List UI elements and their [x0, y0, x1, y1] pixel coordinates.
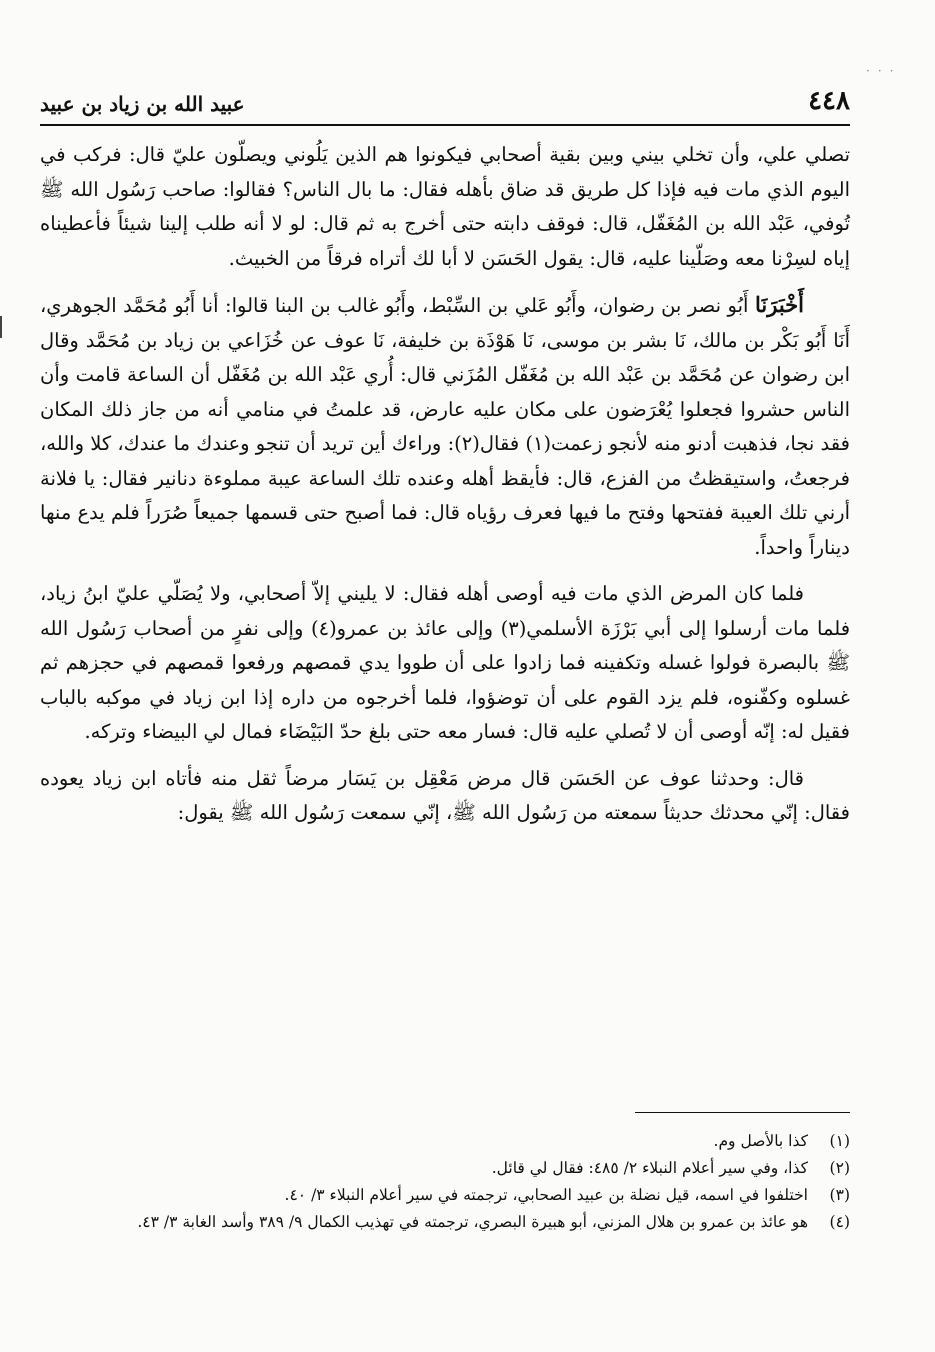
paragraph-text: أَبُو نصر بن رضوان، وأَبُو عَلي بن السِّبْط، وأَبُو غالب بن البنا قالوا: أنا أَبُو مُحَمَّد الجوهري، أَنَا أَبُو بَكْر بن مالك، نَا بشر بن موسى، نَا هَوْذَة بن خليفة، نَا عوف عن خُزَاعي بن زياد بن مُحَمَّد وقال ابن رضوان عن مُحَمَّد بن عَبْد الله بن مُغَفّل المُزَني قال: أُري عَبْد الله بن مُغَفّل أن الساعة قامت وأن الناس حشروا فجعلوا يُعْرَضون على مكان عليه عارض، قد علمتُ في منامي أنه من جاز ذلك المكان فقد نجا، فذهبت أدنو منه لأنجو زعمت(١) فقال(٢): وراءك أين تريد أن تنجو وعندك ما عندك، كلا والله، فرجعتُ، واستيقظتُ من الفزع، قال: فأيقظ أهله وعنده تلك الساعة عيبة مملوءة دنانير فقال: يا فلانة أرني تلك العيبة ففتحها وفتح ما فيها فعرف رؤياه قال: فما أصبح حتى قسمها جميعاً صُرَراً فلم يدع منها ديناراً واحداً.: [40, 294, 850, 559]
footnote-2: [40, 1155, 850, 1182]
scan-corner-dots: ···: [866, 64, 902, 78]
footnote-4: [40, 1209, 850, 1236]
paragraph-4: [40, 762, 850, 831]
paragraph-2: [40, 288, 850, 565]
header-divider: [40, 124, 850, 126]
scan-margin-mark: [0, 316, 2, 338]
book-page: [40, 60, 850, 1310]
page-number: ٤٤٨: [808, 86, 850, 116]
running-head: [40, 74, 850, 114]
footnotes: [40, 1128, 850, 1236]
paragraph-text: تصلي علي، وأن تخلي بيني وبين بقية أصحابي فيكونوا هم الذين يَلُوني ويصلّون عليّ قال: فركب في اليوم الذي مات فيه فإذا كل طريق قد ضاق بأهله فقال: ما بال الناس؟ فقالوا: صاحب رَسُول الله ﷺ تُوفي، عَبْد الله بن المُغَفّل، قال: فوقف دابته حتى أخرج به ثم قال: لو لا أنه طلب إلينا شيئاً فأعطيناه إياه لسِرْنا معه وصَلّينا عليه، قال: يقول الحَسَن لا أبا لك أتراه فرقاً من الخبيث.: [40, 143, 850, 270]
footnote-number: (٣): [829, 1186, 850, 1204]
paragraph-text: فلما كان المرض الذي مات فيه أوصى أهله فقال: لا يليني إلاّ أصحابي، ولا يُصَلّي عليّ ابنُ زياد، فلما مات أرسلوا إلى أبي بَرْزَة الأسلمي(٣) وإلى عائذ بن عمرو(٤) وإلى نفرٍ من أصحاب رَسُول الله ﷺ بالبصرة فولوا غسله وتكفينه فما زادوا على أن طووا يدي قمصهم ورفعوا قمصهم في حجزهم ثم غسلوه وكفّنوه، فلم يزد القوم على أن توضؤوا، فلما أخرجوه من داره إذا ابن زياد في موكبه بالباب فقيل له: إنّه أوصى أن لا تُصلي عليه قال: فسار معه حتى بلغ حدّ البَيْضَاء فمال لي البيضاء وتركه.: [40, 582, 851, 743]
footnote-divider: [635, 1112, 850, 1113]
footnote-number: (١): [829, 1132, 850, 1150]
footnote-number: (٢): [829, 1159, 850, 1177]
footnote-3: [40, 1182, 850, 1209]
footnote-text: كذا بالأصل وم.: [713, 1132, 808, 1150]
paragraph-3: [40, 577, 850, 750]
footnote-number: (٤): [829, 1213, 850, 1231]
paragraph-lead-word: أَخْبَرَنَا: [755, 292, 804, 317]
footnote-text: هو عائذ بن عمرو بن هلال المزني، أبو هبيرة البصري، ترجمته في تهذيب الكمال ٩/ ٣٨٩ وأسد الغابة ٣/ ٤٣.: [137, 1213, 808, 1231]
paragraph-1: [40, 138, 850, 276]
running-title: عبيد الله بن زياد بن عبيد: [40, 92, 245, 116]
footnote-text: اختلفوا في اسمه، قيل نضلة بن عبيد الصحابي، ترجمته في سير أعلام النبلاء ٣/ ٤٠.: [284, 1186, 808, 1204]
footnote-1: [40, 1128, 850, 1155]
paragraph-text: قال: وحدثنا عوف عن الحَسَن قال مرض مَعْقِل بن يَسَار مرضاً ثقل منه فأتاه ابن زياد يعوده فقال: إنّي محدثك حديثاً سمعته من رَسُول الله ﷺ، إنّي سمعت رَسُول الله ﷺ يقول:: [40, 766, 850, 824]
main-text: [40, 138, 850, 843]
footnote-text: كذا، وفي سير أعلام النبلاء ٢/ ٤٨٥: فقال لي قائل.: [491, 1159, 808, 1177]
